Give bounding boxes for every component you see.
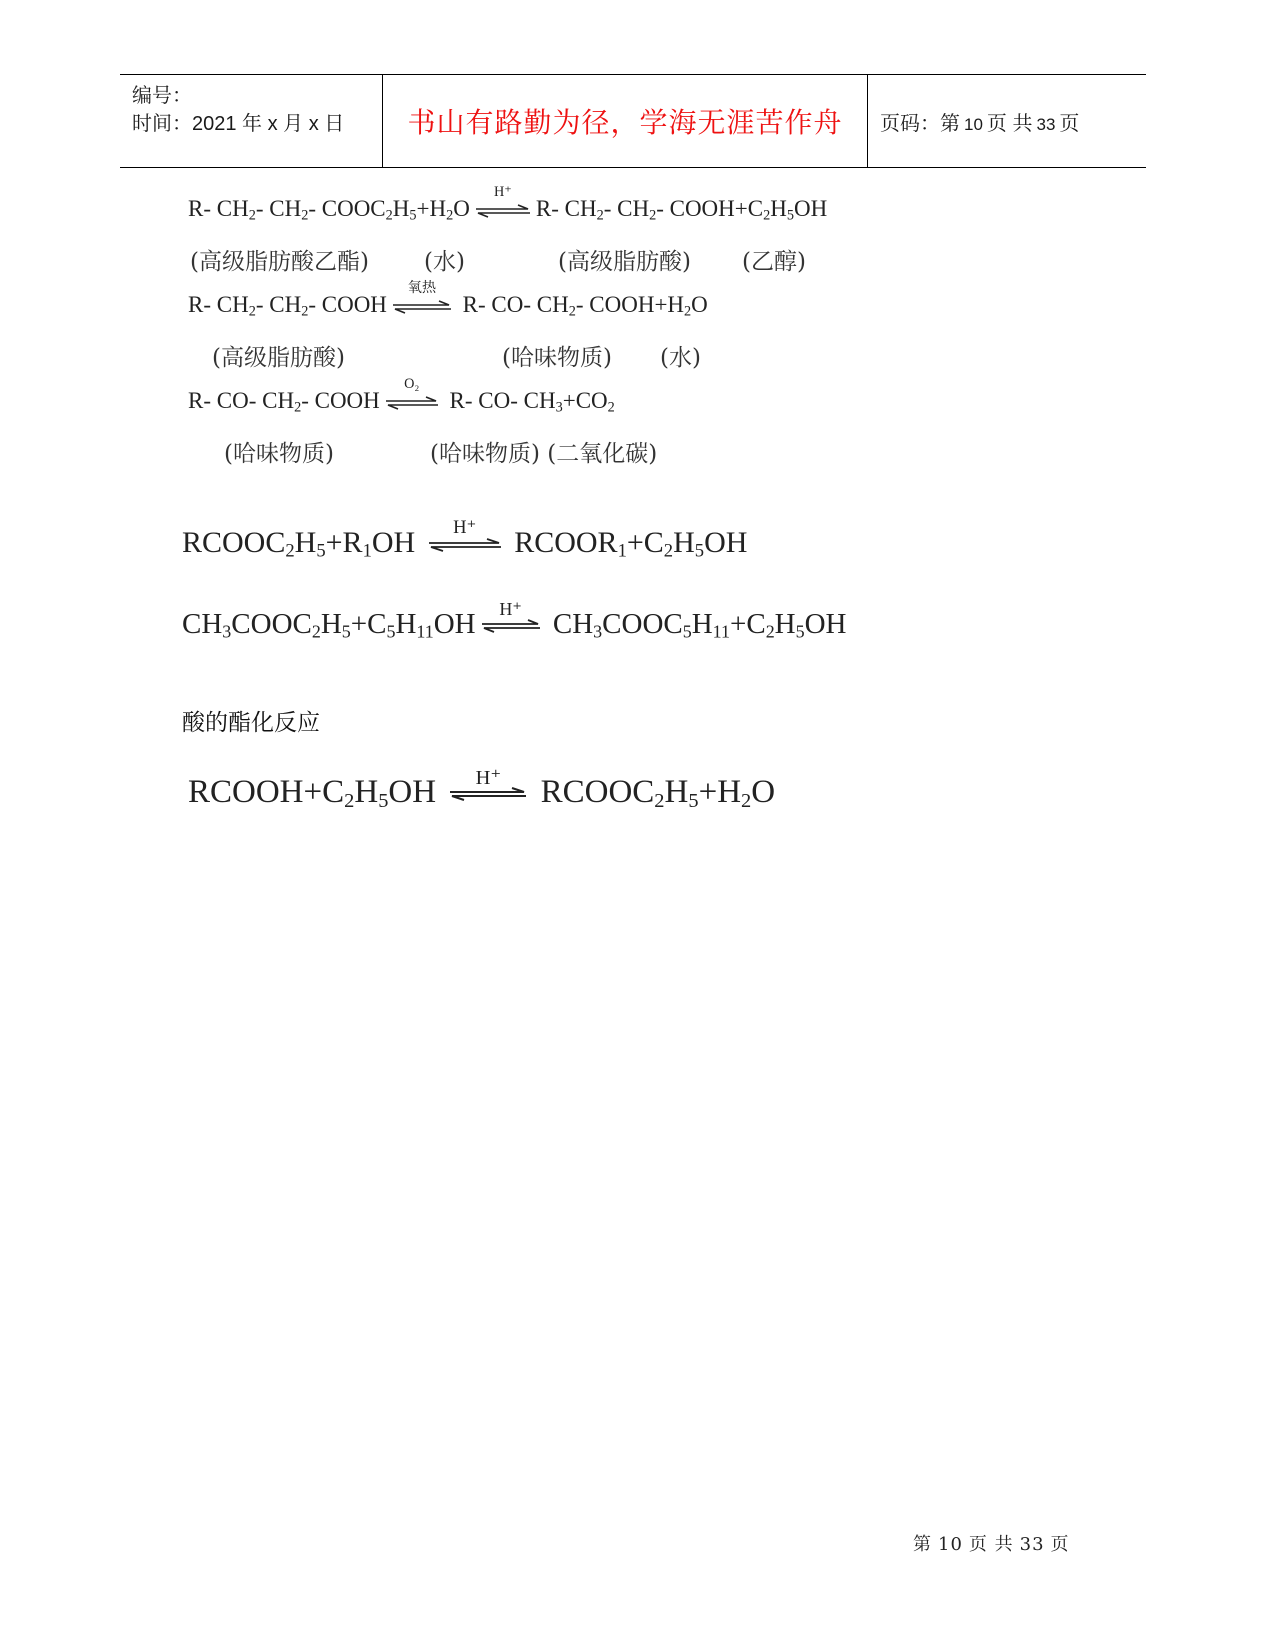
equilibrium-arrow-icon bbox=[391, 300, 453, 314]
motto: 书山有路勤为径，学海无涯苦作舟 bbox=[407, 106, 843, 139]
document-date: 时间：2021 年 x 月 x 日 bbox=[132, 113, 345, 135]
equilibrium-arrow-icon bbox=[384, 396, 440, 410]
compound-name: (高级脂肪酸乙酯) bbox=[190, 249, 369, 275]
compound-name: (水) bbox=[424, 249, 465, 275]
compound-name: (水) bbox=[660, 345, 701, 371]
document-number-label: 编号： bbox=[132, 85, 192, 107]
equation-oxidation: R- $CH_2-$ $CH_2-$ COOH 氧热 R- CO- $CH_2-$ $COOH+H_2O$ bbox=[188, 279, 708, 320]
compound-name: (高级脂肪酸) bbox=[212, 345, 345, 371]
compound-name: (哈味物质) bbox=[224, 441, 334, 467]
compound-name: (乙醇) bbox=[742, 249, 806, 275]
reaction-condition: H⁺ bbox=[453, 517, 477, 539]
reaction-condition: O₂ bbox=[404, 375, 420, 392]
header-page-number: 页码：第 10 页 共 33 页 bbox=[880, 112, 1080, 135]
header-motto-cell bbox=[383, 75, 868, 167]
reaction-condition: H⁺ bbox=[493, 183, 512, 200]
reaction-condition: H⁺ bbox=[475, 767, 502, 790]
compound-name: (哈味物质) (二氧化碳) bbox=[430, 441, 658, 467]
equilibrium-arrow-icon bbox=[427, 538, 503, 552]
equilibrium-arrow bbox=[480, 599, 542, 638]
compound-name: (哈味物质) bbox=[502, 345, 612, 371]
reaction-condition: H⁺ bbox=[499, 599, 522, 620]
header-page-cell bbox=[868, 75, 1146, 167]
footer-total-pages: 33 bbox=[1019, 1534, 1045, 1555]
equation-esterification: $RCOOH+C_2H_5OH$ H⁺ $RCOOC_2H_5+H_2O$ bbox=[188, 767, 776, 813]
equation-transesterification: $RCOOC_2H_5+R_1OH$ H⁺ $RCOOR_1+C_2H_5OH$ bbox=[182, 517, 748, 562]
document-header bbox=[120, 74, 1146, 168]
current-page: 10 bbox=[964, 114, 983, 134]
equilibrium-arrow-icon bbox=[480, 619, 542, 633]
equilibrium-arrow bbox=[448, 767, 528, 806]
equilibrium-arrow bbox=[391, 279, 453, 319]
equation-ester-exchange: $CH_3COOC_2H_5+C_5H_{11}OH$ H⁺ $CH_3COOC_5H_{11}+C_2H_5OH$ bbox=[182, 599, 847, 642]
equilibrium-arrow bbox=[427, 517, 503, 557]
reaction-condition: 氧热 bbox=[407, 279, 437, 296]
footer-current-page: 10 bbox=[938, 1534, 963, 1555]
equilibrium-arrow-icon bbox=[474, 204, 532, 218]
equilibrium-arrow bbox=[474, 183, 532, 223]
header-meta bbox=[120, 75, 383, 167]
total-pages: 33 bbox=[1036, 114, 1056, 134]
page-footer: 第 10 页 共 33 页 bbox=[913, 1534, 1070, 1555]
equation-hydrolysis: R- $CH_2-$ $CH_2-$ $COOC_2H_5+H_2O$ H⁺ R- $CH_2-$ $CH_2-$ $COOH+C_2H_5OH$ bbox=[188, 183, 828, 224]
compound-name: (高级脂肪酸) bbox=[558, 249, 691, 275]
section-heading: 酸的酯化反应 bbox=[182, 710, 320, 736]
equilibrium-arrow-icon bbox=[448, 787, 528, 801]
equilibrium-arrow bbox=[384, 375, 440, 415]
equation-decarboxylation: R- CO- $CH_2-$ COOH O₂ R- CO- $CH_3+CO_2$ bbox=[188, 375, 615, 416]
